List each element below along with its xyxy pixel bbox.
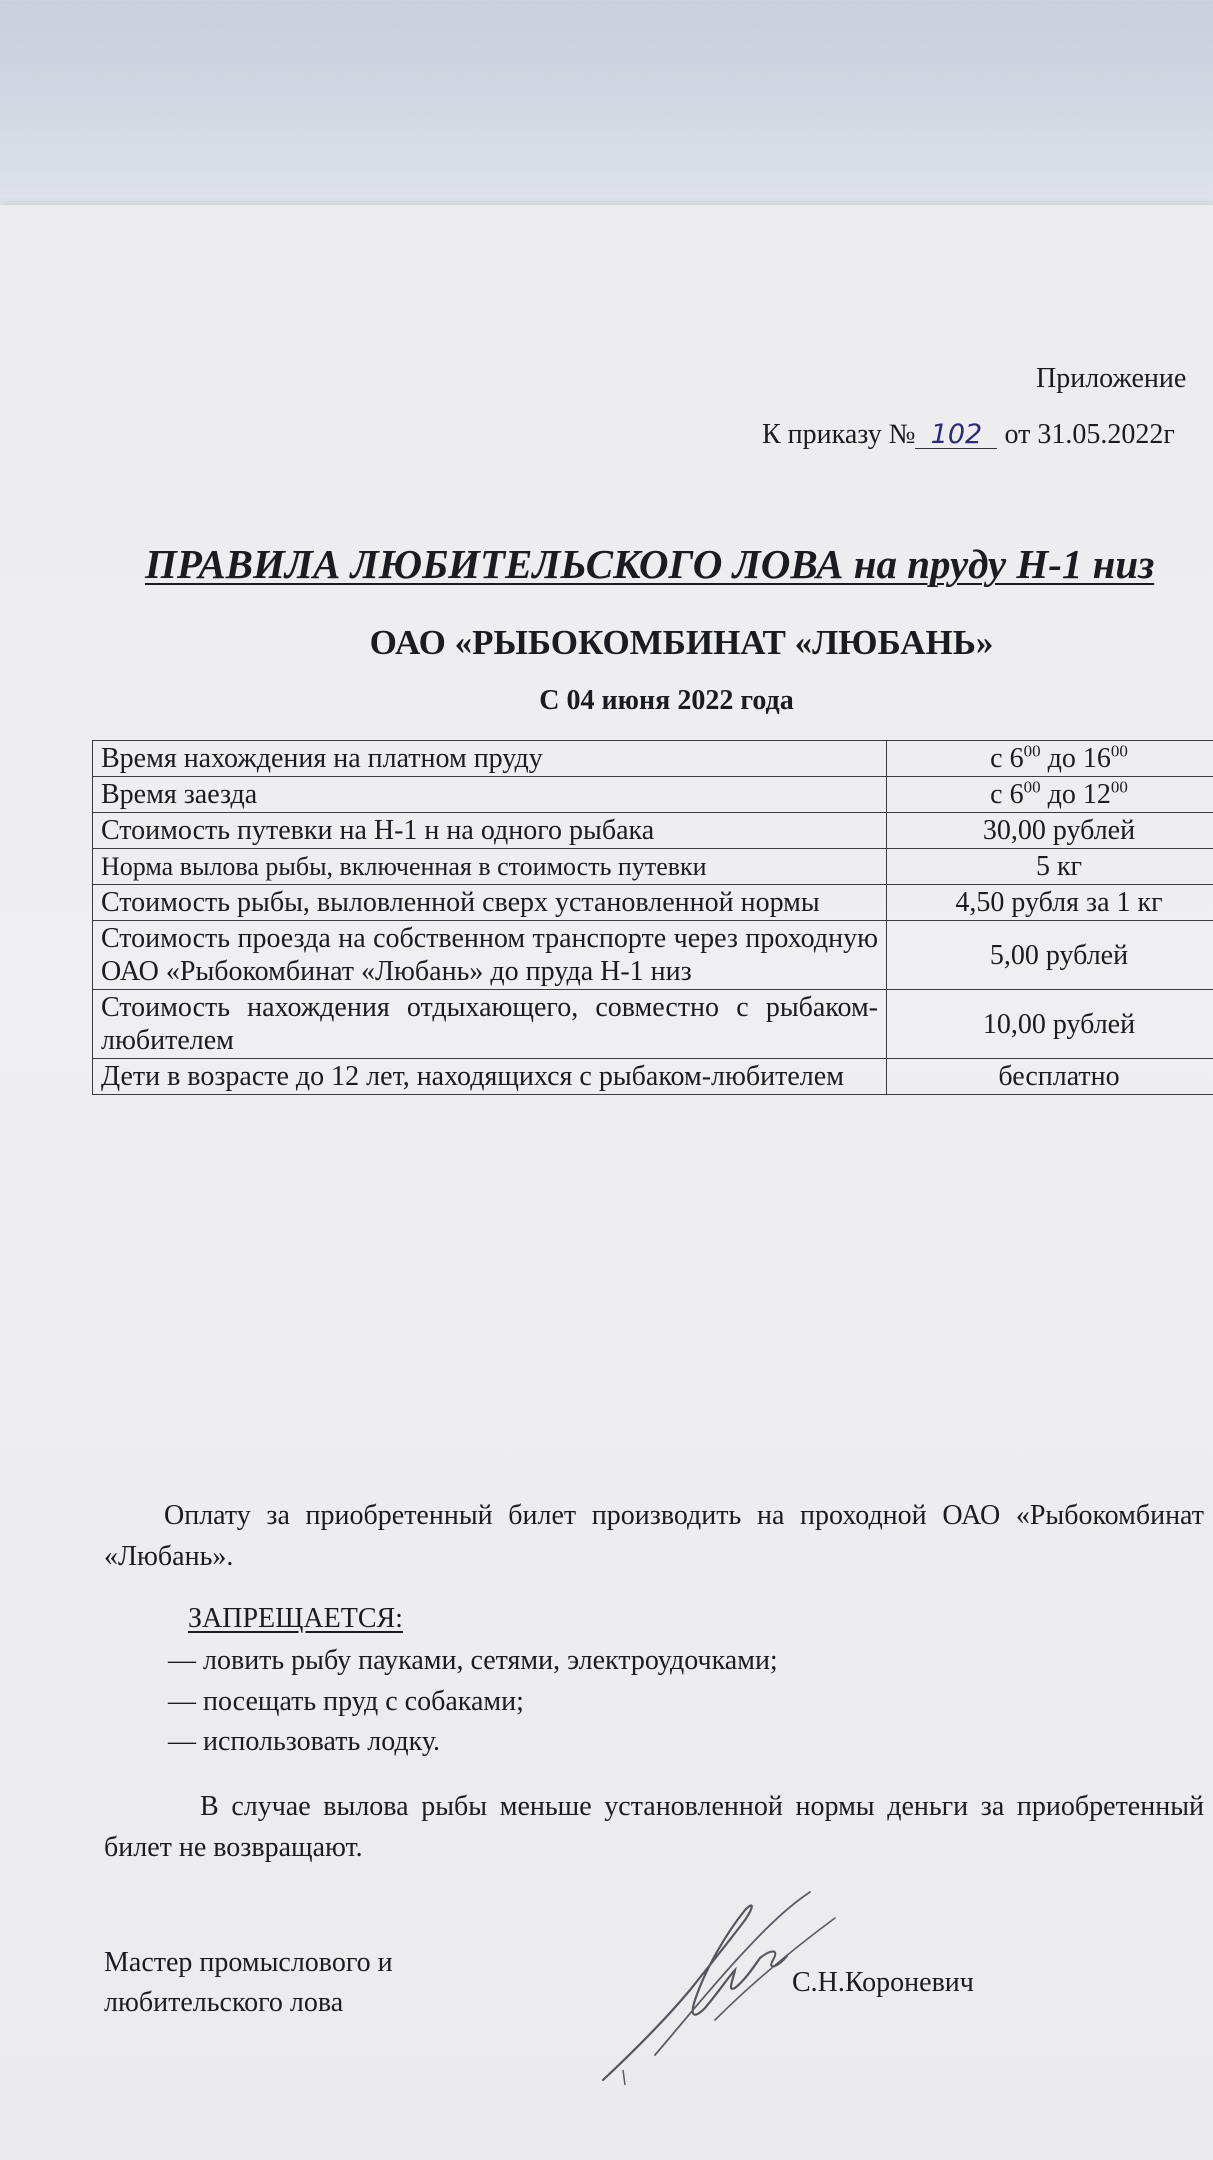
row-value: 30,00 рублей (887, 813, 1213, 849)
rules-table (92, 740, 1213, 1095)
order-reference (762, 419, 1175, 451)
signatory-name: С.Н.Короневич (792, 1967, 974, 1998)
table-row (93, 777, 1213, 813)
table-row (93, 921, 1213, 990)
row-value: с $6^{00}$ до $16^{00}$ (887, 741, 1213, 777)
effective-date: С 04 июня 2022 года (539, 685, 794, 716)
order-date: от 31.05.2022г (1004, 419, 1175, 450)
table-row (93, 990, 1213, 1059)
order-prefix: К приказу № (762, 419, 916, 450)
page-title: ПРАВИЛА ЛЮБИТЕЛЬСКОГО ЛОВА на пруду Н-1 низ (145, 541, 1155, 587)
row-value: 5 кг (887, 849, 1213, 885)
position-line: Мастер промыслового и (104, 1947, 393, 1978)
row-value: 10,00 рублей (887, 990, 1213, 1059)
prohibited-heading: ЗАПРЕЩАЕТСЯ: (188, 1603, 403, 1634)
order-number: 102 (915, 421, 997, 449)
refund-note: В случае вылова рыбы меньше установленной нормы деньги за приобретенный билет не возвращают. (104, 1791, 1204, 1863)
row-label: Стоимость нахождения отдыхающего, совместно с рыбаком-любителем (93, 990, 887, 1059)
row-value: 4,50 рубля за 1 кг (887, 885, 1213, 921)
table-row (93, 1059, 1213, 1095)
row-label: Стоимость путевки на Н-1 н на одного рыбака (93, 813, 887, 849)
table-row (93, 885, 1213, 921)
prohibited-item: — посещать пруд с собаками; (168, 1686, 524, 1717)
table-row (93, 849, 1213, 885)
row-value: 5,00 рублей (887, 921, 1213, 990)
table-row (93, 813, 1213, 849)
position-line: любительского лова (104, 1987, 344, 2018)
row-label: Стоимость рыбы, выловленной сверх установленной нормы (93, 885, 887, 921)
company-name: ОАО «РЫБОКОМБИНАТ «ЛЮБАНЬ» (369, 623, 994, 662)
appendix-label: Приложение (1036, 363, 1187, 394)
prohibited-item: — использовать лодку. (168, 1726, 441, 1757)
document-sheet (0, 205, 1213, 2160)
row-label: Дети в возрасте до 12 лет, находящихся с рыбаком-любителем (93, 1059, 887, 1095)
row-label: Стоимость проезда на собственном транспорте через проходную ОАО «Рыбокомбинат «Любань» до пруда Н-1 низ (93, 921, 887, 990)
prohibited-item: — ловить рыбу пауками, сетями, электроудочками; (168, 1645, 778, 1676)
row-label: Норма вылова рыбы, включенная в стоимость путевки (93, 849, 887, 885)
signatory-position (104, 1943, 393, 2023)
row-label: Время нахождения на платном пруду (93, 741, 887, 777)
row-value: с $6^{00}$ до $12^{00}$ (887, 777, 1213, 813)
table-row (93, 741, 1213, 777)
payment-note: Оплату за приобретенный билет производить на проходной ОАО «Рыбокомбинат «Любань». (104, 1500, 1204, 1572)
row-value: бесплатно (887, 1059, 1213, 1095)
row-label: Время заезда (93, 777, 887, 813)
